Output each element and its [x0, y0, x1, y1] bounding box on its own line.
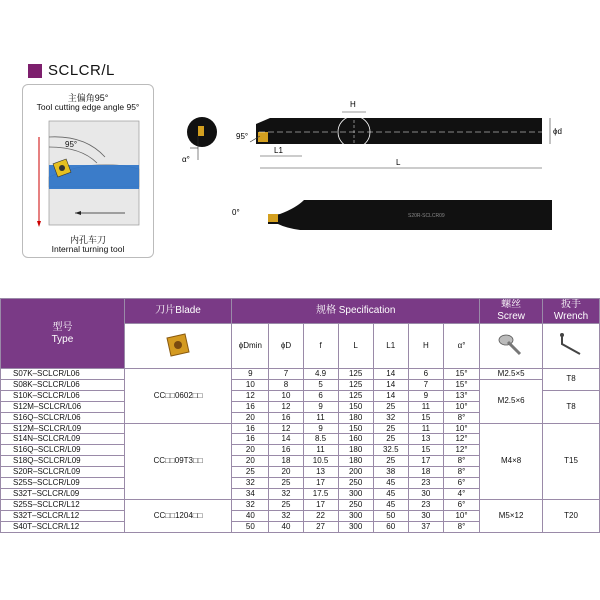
- dim-angle-label: 95°: [236, 132, 249, 141]
- blade-group: CC□□0602□□: [124, 369, 231, 424]
- table-row: S40T–SCLCR/L12 50 40 27 300 60 37 8°: [1, 521, 600, 532]
- screw-header: 螺丝 Screw: [480, 299, 543, 324]
- table-row: S07K–SCLCR/L06 CC□□0602□□ 9 7 4.9 125 14 6 15° M2.5×5 T8: [1, 369, 600, 380]
- L-header: L: [338, 324, 373, 369]
- wrench-icon-cell: [543, 324, 600, 369]
- dim-L-label: L: [396, 158, 401, 167]
- cutting-angle-diagram: [22, 84, 154, 258]
- dmin-header: ϕDmin: [232, 324, 269, 369]
- table-row: S25S–SCLCR/L12 CC□□1204□□ 32 25 17 250 45 23 6° M5×12 T20: [1, 499, 600, 510]
- screw-group: M4×8: [480, 423, 543, 499]
- screw-group: M2.5×5: [480, 369, 543, 380]
- title-text: SCLCR/L: [48, 62, 115, 79]
- blade-group: CC□□1204□□: [124, 499, 231, 532]
- wrench-header: 扳手 Wrench: [543, 299, 600, 324]
- spec-header: 规格 Specification: [232, 299, 480, 324]
- table-row: S10K–SCLCR/L06 12 10 6 125 14 9 13° T8: [1, 390, 600, 401]
- H-header: H: [408, 324, 443, 369]
- wrench-group: T8: [543, 369, 600, 391]
- diagram-angle-label: 95°: [65, 140, 78, 149]
- blade-header: 刀片Blade: [124, 299, 231, 324]
- table-row: S12M–SCLCR/L09 CC□□09T3□□ 16 12 9 150 25 11 10° M4×8 T15: [1, 423, 600, 434]
- wrench-group: T8: [543, 390, 600, 423]
- internal-turning-illustration: [35, 117, 141, 229]
- screw-group: M5×12: [480, 499, 543, 532]
- blade-group: CC□□09T3□□: [124, 423, 231, 499]
- dim-H-label: H: [350, 100, 356, 109]
- alpha-header: α°: [443, 324, 479, 369]
- diagram-bottom-en: Internal turning tool: [51, 244, 125, 254]
- table-row: S14N–SCLCR/L09 16 14 8.5 160 25 13 12°: [1, 434, 600, 445]
- wrench-group: T20: [543, 499, 600, 532]
- table-row: S16Q–SCLCR/L09 20 16 11 180 32.5 15 12°: [1, 445, 600, 456]
- table-row: S08K–SCLCR/L06 10 8 5 125 14 7 15° M2.5×6: [1, 379, 600, 390]
- wrench-icon: [556, 330, 586, 360]
- screw-icon-cell: [480, 324, 543, 369]
- diagram-caption-en: Tool cutting edge angle 95°: [36, 102, 140, 112]
- screw-icon: [496, 330, 526, 360]
- table-row: S25S–SCLCR/L09 32 25 17 250 45 23 6°: [1, 478, 600, 489]
- blade-icon-cell: [124, 324, 231, 369]
- screw-group: M2.5×6: [480, 379, 543, 423]
- table-row: S32T–SCLCR/L12 40 32 22 300 50 30 10°: [1, 510, 600, 521]
- title-marker: [28, 64, 42, 78]
- tool-marking: S20R-SCLCR09: [408, 213, 445, 219]
- diagram-bottom-cn: 内孔车刀: [69, 235, 106, 245]
- table-row: S18Q–SCLCR/L09 20 18 10.5 180 25 17 8°: [1, 456, 600, 467]
- dim-phid-label: ϕd: [553, 127, 562, 136]
- tool-technical-drawing: [170, 90, 590, 270]
- tool-bar-top: [256, 118, 542, 144]
- dim-L1-label: L1: [274, 146, 283, 155]
- diagram-caption-cn: 主偏角95°: [67, 93, 109, 103]
- wrench-group: T15: [543, 423, 600, 499]
- tool-insert: [258, 132, 268, 142]
- L1-header: L1: [373, 324, 408, 369]
- table-row: S16Q–SCLCR/L06 20 16 11 180 32 15 8°: [1, 412, 600, 423]
- table-row: S20R–SCLCR/L09 25 20 13 200 38 18 8°: [1, 467, 600, 478]
- zero-angle-label: 0°: [232, 208, 240, 217]
- f-header: f: [303, 324, 338, 369]
- tool-insert-side: [268, 214, 278, 222]
- D-header: ϕD: [269, 324, 303, 369]
- table-row: S12M–SCLCR/L06 16 12 9 150 25 11 10°: [1, 401, 600, 412]
- type-header: 型号 Type: [1, 299, 125, 369]
- blade-insert-icon: [163, 330, 193, 360]
- end-view-insert: [198, 126, 204, 136]
- alpha-label: α°: [182, 155, 190, 164]
- specification-table: [0, 298, 600, 533]
- product-title: [28, 62, 115, 79]
- table-row: S32T–SCLCR/L09 34 32 17.5 300 45 30 4°: [1, 488, 600, 499]
